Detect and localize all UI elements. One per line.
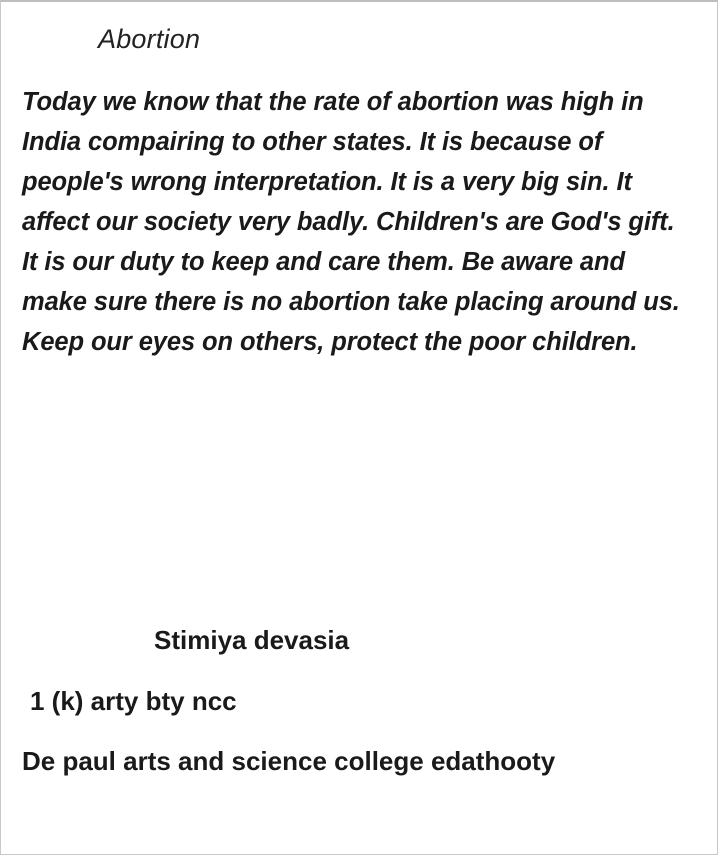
essay-line: Keep our eyes on others, protect the poor children.	[22, 328, 638, 356]
essay-body	[22, 82, 702, 362]
essay-line: people's wrong interpretation. It is a very big sin. It	[22, 168, 632, 196]
author-unit: 1 (k) arty bty ncc	[30, 686, 237, 716]
essay-line: It is our duty to keep and care them. Be aware and	[22, 248, 625, 276]
essay-line: India compairing to other states. It is because of	[22, 128, 603, 156]
essay-line: affect our society very badly. Children's are God's gift.	[22, 208, 675, 236]
author-name: Stimiya devasia	[154, 625, 350, 655]
essay-line: Today we know that the rate of abortion was high in	[22, 88, 644, 116]
essay-title: Abortion	[98, 24, 201, 54]
essay-line: make sure there is no abortion take placing around us.	[22, 288, 680, 316]
author-college: De paul arts and science college edathooty	[22, 746, 556, 776]
